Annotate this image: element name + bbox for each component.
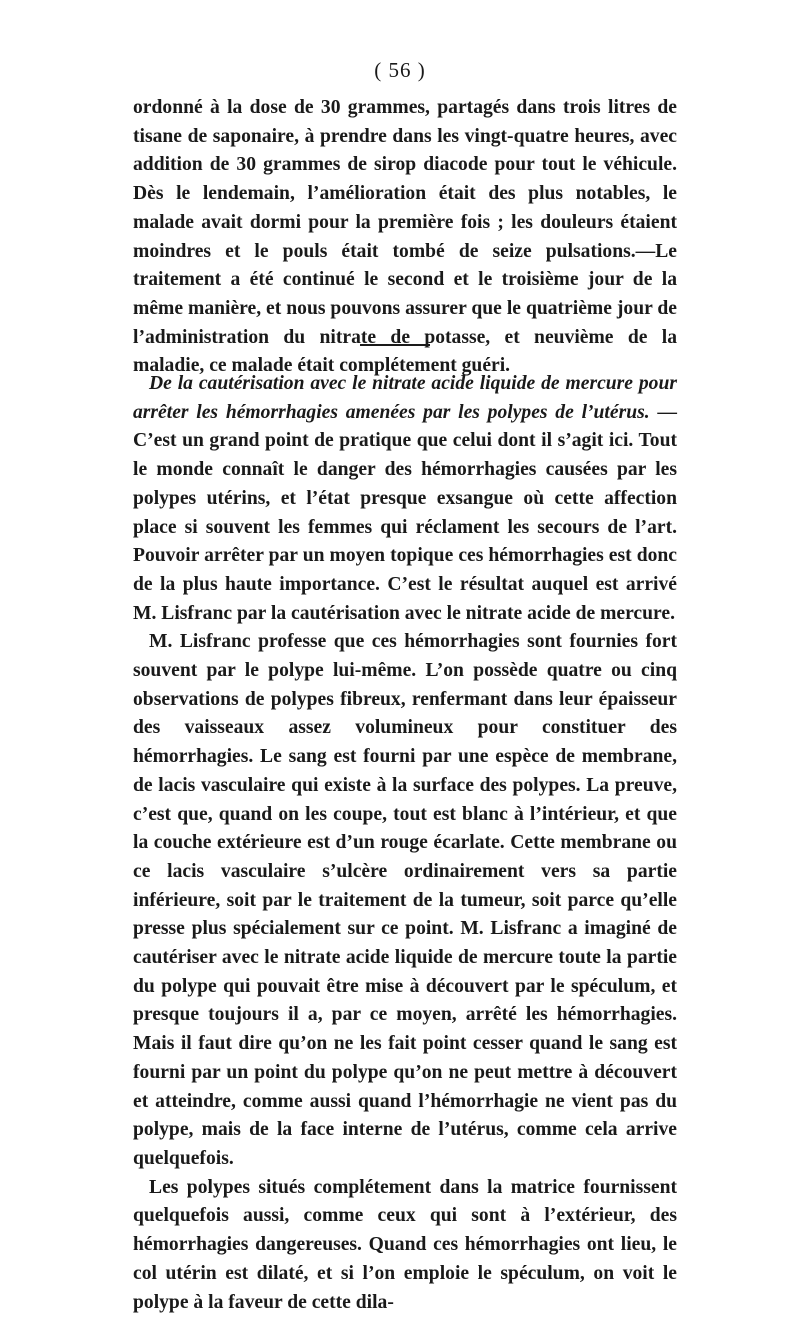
section-divider bbox=[360, 344, 430, 346]
page-number: ( 56 ) bbox=[374, 58, 426, 82]
paragraph-continuation: ordonné à la dose de 30 grammes, partagés dans trois litres de tisane de saponaire, à prendre dans les vingt-quatre heures, avec addition de 30 grammes de sirop diacode pour tout le véhicule. Dès le lendemain, l’amélioration était des plus notables, le malade avait dormi pour la première fois ; les douleurs étaient moindres et le pouls était tombé de seize pulsations.—Le traitement a été continué le second et le troisième jour de la même manière, et nous pouvons assurer que le quatrième jour de l’administration du nitrate de potasse, et neuvième de la maladie, ce malade était complétement guéri. bbox=[133, 97, 677, 377]
paragraph: M. Lisfranc professe que ces hémorrhagies sont fournies fort souvent par le polype lui-même. L’on possède quatre ou cinq observations de polypes fibreux, renfermant dans leur épaisseur des vaisseaux assez volumineux pour constituer des hémorrhagies. Le sang est fourni par une espèce de membrane, de lacis vasculaire qui existe à la surface des polypes. La preuve, c’est que, quand on les coupe, tout est blanc à l’intérieur, et que la couche extérieure est d’un rouge écarlate. Cette membrane ou ce lacis vasculaire s’ulcère ordinairement vers sa partie inférieure, soit par le traitement de la tumeur, soit parce qu’elle presse plus spécialement sur ce point. M. Lisfranc a imaginé de cautériser avec le nitrate acide liquide de mercure toute la partie du polype qui pouvait être mise à découvert par le spéculum, et presque toujours il a, par ce moyen, arrêté les hémorrhagies. Mais il faut dire qu’on ne les fait point cesser quand le sang est fourni par un point du polype qu’on ne peut mettre à découvert et atteindre, comme aussi quand l’hémorrhagie ne vient pas du polype, mais de la face interne de l’utérus, comme cela arrive quelquefois. bbox=[133, 631, 677, 1169]
section-intro-text: —C’est un grand point de pratique que celui dont il s’agit ici. Tout le monde connaît le danger des hémorrhagies causées par les polypes utérins, et l’état presque exsangue où cette affection place si souvent les femmes qui réclament les secours de l’art. Pouvoir arrêter par un moyen topique ces hémorrhagies est donc de la plus haute importance. C’est le résultat auquel est arrivé M. Lisfranc par la cautérisation avec le nitrate acide de mercure. bbox=[133, 401, 677, 624]
text-block-top bbox=[133, 94, 677, 381]
text-block-section bbox=[133, 370, 677, 1317]
section-title: De la cautérisation avec le nitrate acide liquide de mercure pour arrêter les hémorrhagies amenées par les polypes de l’utérus. bbox=[133, 373, 677, 423]
paragraph: Les polypes situés complétement dans la matrice fournissent quelquefois aussi, comme ceux qui sont à l’extérieur, des hémorrhagies dangereuses. Quand ces hémorrhagies ont lieu, le col utérin est dilaté, et si l’on emploie le spéculum, on voit le polype à la faveur de cette dila- bbox=[133, 1176, 677, 1313]
section-paragraph bbox=[133, 370, 677, 628]
